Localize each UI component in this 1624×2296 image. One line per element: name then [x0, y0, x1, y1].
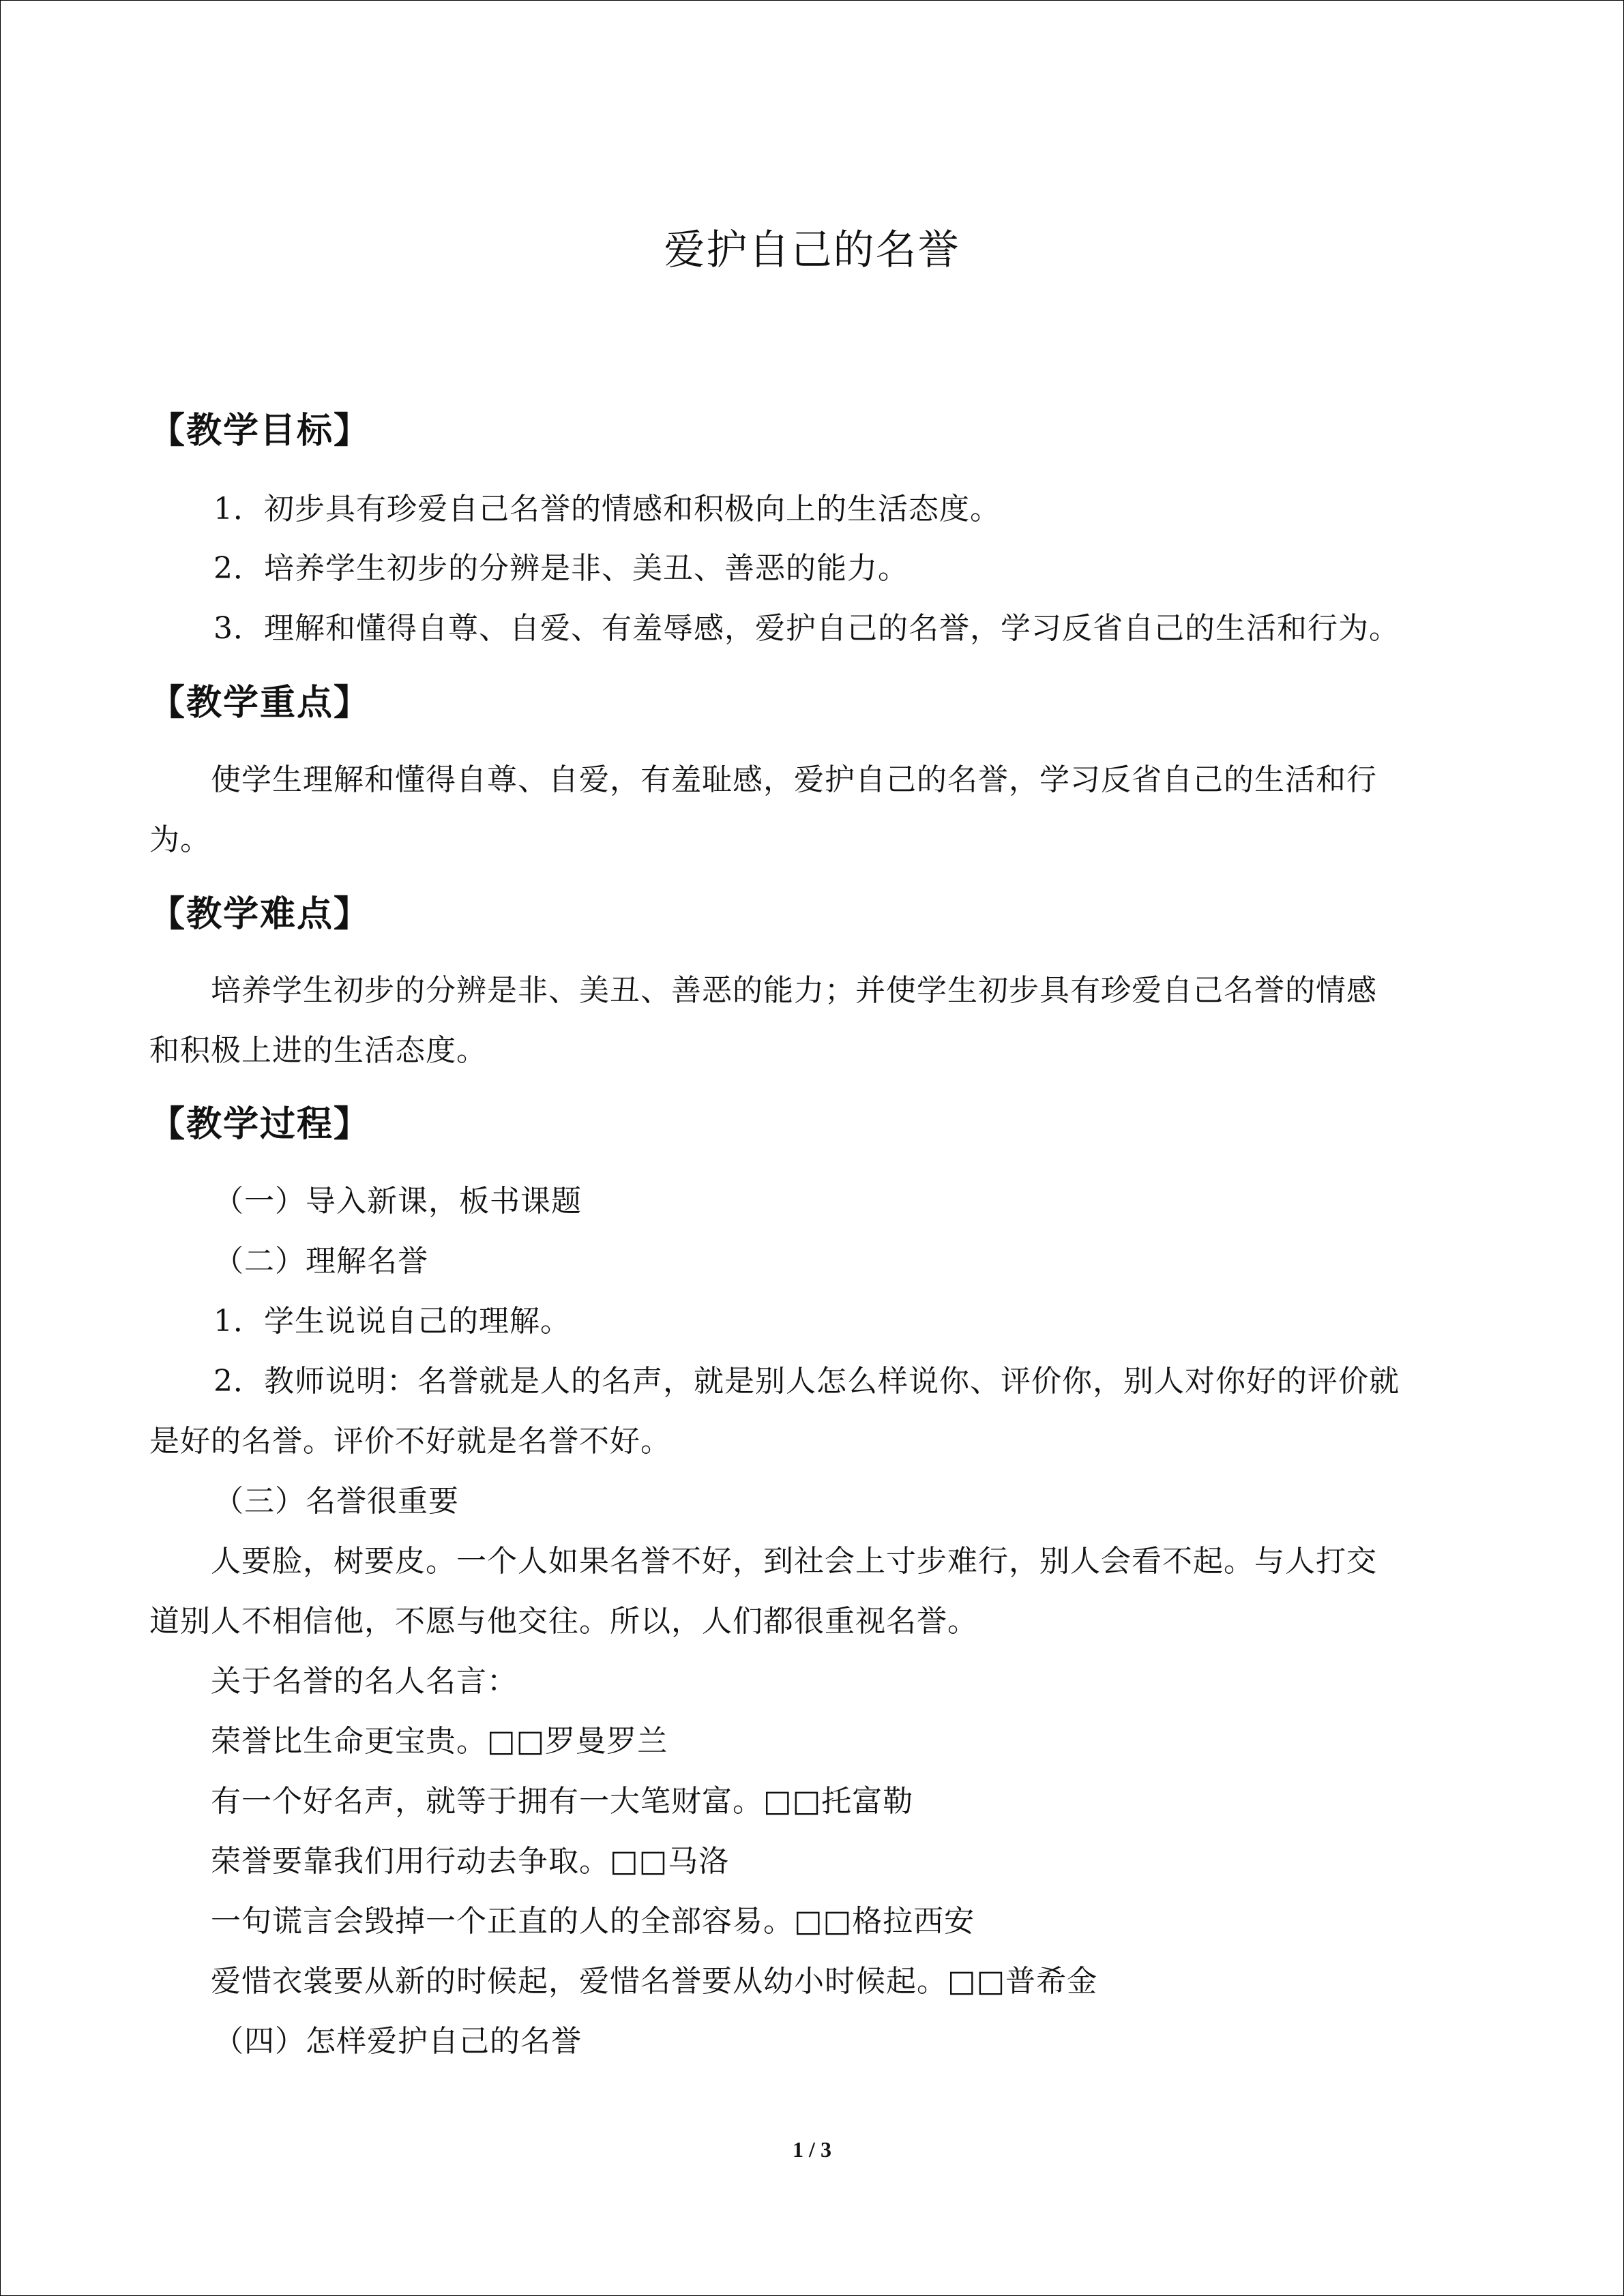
process-step-3: （三）名誉很重要 [213, 1484, 459, 1519]
document-title: 爱护自己的名誉 [664, 226, 960, 274]
quote-item-2: 有一个好名声，就等于拥有一大笔财富。□□托富勒 [211, 1784, 914, 1819]
process-paragraph-2-line-1: 2．教师说明：名誉就是人的名声，就是别人怎么样说你、评价你，别人对你好的评价就 [213, 1364, 1400, 1399]
quote-item-1: 荣誉比生命更宝贵。□□罗曼罗兰 [211, 1724, 668, 1759]
heading-teaching-goals: 【教学目标】 [149, 411, 371, 451]
heading-teaching-difficulty: 【教学难点】 [149, 894, 371, 935]
quotes-intro: 关于名誉的名人名言： [211, 1664, 518, 1699]
quote-item-3: 荣誉要靠我们用行动去争取。□□马洛 [211, 1844, 730, 1879]
page-number: 1 / 3 [793, 2137, 831, 2162]
heading-teaching-key: 【教学重点】 [149, 683, 371, 724]
process-paragraph-3-line-2: 道别人不相信他，不愿与他交往。所以，人们都很重视名誉。 [149, 1604, 978, 1639]
key-paragraph-line-2: 为。 [149, 822, 211, 857]
goal-item-1: 1．初步具有珍爱自己名誉的情感和积极向上的生活态度。 [213, 492, 1001, 526]
process-step-2: （二）理解名誉 [213, 1244, 428, 1279]
goal-item-3: 3．理解和懂得自尊、自爱、有羞辱感，爱护自己的名誉，学习反省自己的生活和行为。 [213, 611, 1400, 646]
process-paragraph-3-line-1: 人要脸，树要皮。一个人如果名誉不好，到社会上寸步难行，别人会看不起。与人打交 [211, 1544, 1377, 1579]
goal-item-2: 2．培养学生初步的分辨是非、美丑、善恶的能力。 [213, 551, 909, 586]
process-step-1: （一）导入新课，板书课题 [213, 1184, 582, 1219]
key-paragraph-line-1: 使学生理解和懂得自尊、自爱，有羞耻感，爱护自己的名誉，学习反省自己的生活和行 [211, 762, 1377, 797]
process-paragraph-2-line-2: 是好的名誉。评价不好就是名誉不好。 [149, 1424, 671, 1459]
difficulty-paragraph-line-2: 和积极上进的生活态度。 [149, 1033, 487, 1068]
difficulty-paragraph-line-1: 培养学生初步的分辨是非、美丑、善恶的能力；并使学生初步具有珍爱自己名誉的情感 [211, 973, 1377, 1008]
quote-item-5: 爱惜衣裳要从新的时候起，爱惜名誉要从幼小时候起。□□普希金 [211, 1964, 1098, 1999]
process-paragraph-1: 1．学生说说自己的理解。 [213, 1304, 571, 1339]
quote-item-4: 一句谎言会毁掉一个正直的人的全部容易。□□格拉西安 [211, 1904, 975, 1939]
heading-teaching-process: 【教学过程】 [149, 1104, 371, 1145]
process-step-4: （四）怎样爱护自己的名誉 [213, 2024, 582, 2059]
